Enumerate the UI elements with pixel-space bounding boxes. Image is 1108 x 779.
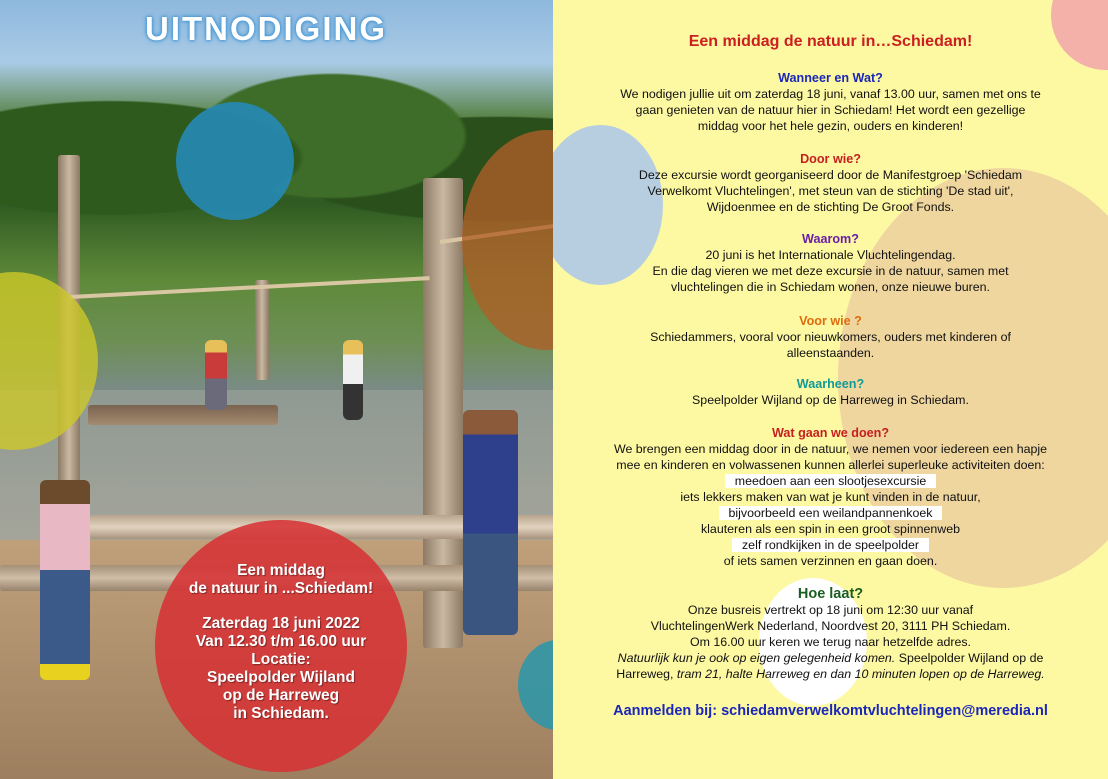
raft bbox=[88, 405, 278, 425]
section-line: We brengen een middag door in de natuur, we nemen voor iedereen een hapje bbox=[613, 442, 1048, 456]
activity-item: klauteren als een spin in een groot spinnenweb bbox=[700, 522, 960, 536]
section-wanneer bbox=[573, 70, 1088, 134]
section-line: mee en kinderen en volwassenen kunnen allerlei superleuke activiteiten doen: bbox=[616, 458, 1045, 472]
circle-line: de natuur in ...Schiedam! bbox=[188, 580, 374, 597]
section-line bbox=[573, 650, 1088, 666]
circle-line: in Schiedam. bbox=[233, 705, 329, 722]
section-line: VluchtelingenWerk Nederland, Noordvest 20, 3111 PH Schiedam. bbox=[650, 619, 1011, 633]
decorative-circle bbox=[176, 102, 294, 220]
event-photo bbox=[0, 0, 553, 779]
section-hoe-laat bbox=[573, 586, 1088, 682]
section-line: We nodigen jullie uit om zaterdag 18 juni, vanaf 13.00 uur, samen met ons te bbox=[620, 87, 1041, 101]
section-line: Deze excursie wordt georganiseerd door de Manifestgroep 'Schiedam bbox=[638, 168, 1023, 182]
child-figure bbox=[463, 410, 518, 635]
section-line: Om 16.00 uur keren we terug naar hetzelfde adres. bbox=[689, 635, 972, 649]
activity-item: bijvoorbeeld een weilandpannenkoek bbox=[719, 506, 943, 520]
section-title: Door wie? bbox=[800, 152, 861, 166]
section-title: Voor wie ? bbox=[799, 314, 862, 328]
section-line: Onze busreis vertrekt op 18 juni om 12:30 uur vanaf bbox=[687, 603, 974, 617]
section-line: vluchtelingen die in Schiedam wonen, onze nieuwe buren. bbox=[671, 280, 990, 294]
section-voor-wie bbox=[573, 313, 1088, 361]
section-line: Verwelkomt Vluchtelingen', met steun van de stichting 'De stad uit', bbox=[647, 184, 1014, 198]
section-line: alleenstaanden. bbox=[786, 346, 875, 360]
circle-line: Speelpolder Wijland bbox=[207, 669, 355, 686]
circle-line: Van 12.30 t/m 16.00 uur bbox=[195, 633, 367, 650]
section-waarheen bbox=[573, 376, 1088, 408]
signup-email-link[interactable]: Aanmelden bij: schiedamverwelkomtvluchtelingen@meredia.nl bbox=[613, 703, 1048, 719]
invitation-text-panel bbox=[553, 0, 1108, 779]
section-title: Wat gaan we doen? bbox=[771, 426, 890, 440]
activity-item: zelf rondkijken in de speelpolder bbox=[732, 538, 929, 552]
circle-line: op de Harreweg bbox=[222, 687, 340, 704]
section-door-wie bbox=[573, 151, 1088, 215]
circle-line: Zaterdag 18 juni 2022 bbox=[202, 615, 360, 632]
page-title: Een middag de natuur in…Schiedam! bbox=[688, 33, 973, 50]
note-text: Speelpolder Wijland op de bbox=[895, 651, 1044, 665]
wooden-post bbox=[255, 280, 269, 380]
section-line: Wijdoenmee en de stichting De Groot Fonds. bbox=[706, 200, 955, 214]
circle-line: Een middag bbox=[237, 562, 325, 579]
invitation-title: UITNODIGING bbox=[145, 10, 387, 47]
section-line bbox=[573, 666, 1088, 682]
section-line: Schiedammers, vooral voor nieuwkomers, ouders met kinderen of bbox=[650, 330, 1011, 344]
activity-item: meedoen aan een slootjesexcursie bbox=[725, 474, 937, 488]
child-figure bbox=[40, 480, 90, 680]
section-title: Wanneer en Wat? bbox=[778, 71, 883, 85]
section-title: Hoe laat? bbox=[797, 586, 864, 602]
section-waarom bbox=[573, 231, 1088, 295]
section-title: Waarheen? bbox=[796, 377, 865, 391]
italic-note: tram 21, halte Harreweg en dan 10 minuten lopen op de Harreweg. bbox=[676, 667, 1045, 681]
circle-line: Locatie: bbox=[251, 651, 311, 668]
activity-item: iets lekkers maken van wat je kunt vinden in de natuur, bbox=[680, 490, 981, 504]
event-info-text bbox=[135, 562, 427, 723]
activity-item: of iets samen verzinnen en gaan doen. bbox=[723, 554, 938, 568]
section-wat-gaan-we-doen bbox=[573, 425, 1088, 569]
section-line: gaan genieten van de natuur hier in Schiedam! Het wordt een gezellige bbox=[635, 103, 1026, 117]
section-line: middag voor het hele gezin, ouders en kinderen! bbox=[697, 119, 964, 133]
section-line: Speelpolder Wijland op de Harreweg in Schiedam. bbox=[692, 393, 969, 407]
section-line: En die dag vieren we met deze excursie in de natuur, samen met bbox=[652, 264, 1009, 278]
italic-note: Natuurlijk kun je ook op eigen gelegenheid komen. bbox=[617, 651, 896, 665]
section-title: Waarom? bbox=[802, 232, 859, 246]
child-figure bbox=[343, 340, 363, 420]
child-figure bbox=[205, 340, 227, 410]
section-line: 20 juni is het Internationale Vluchtelingendag. bbox=[705, 248, 956, 262]
note-text: Harreweg, bbox=[616, 667, 677, 681]
